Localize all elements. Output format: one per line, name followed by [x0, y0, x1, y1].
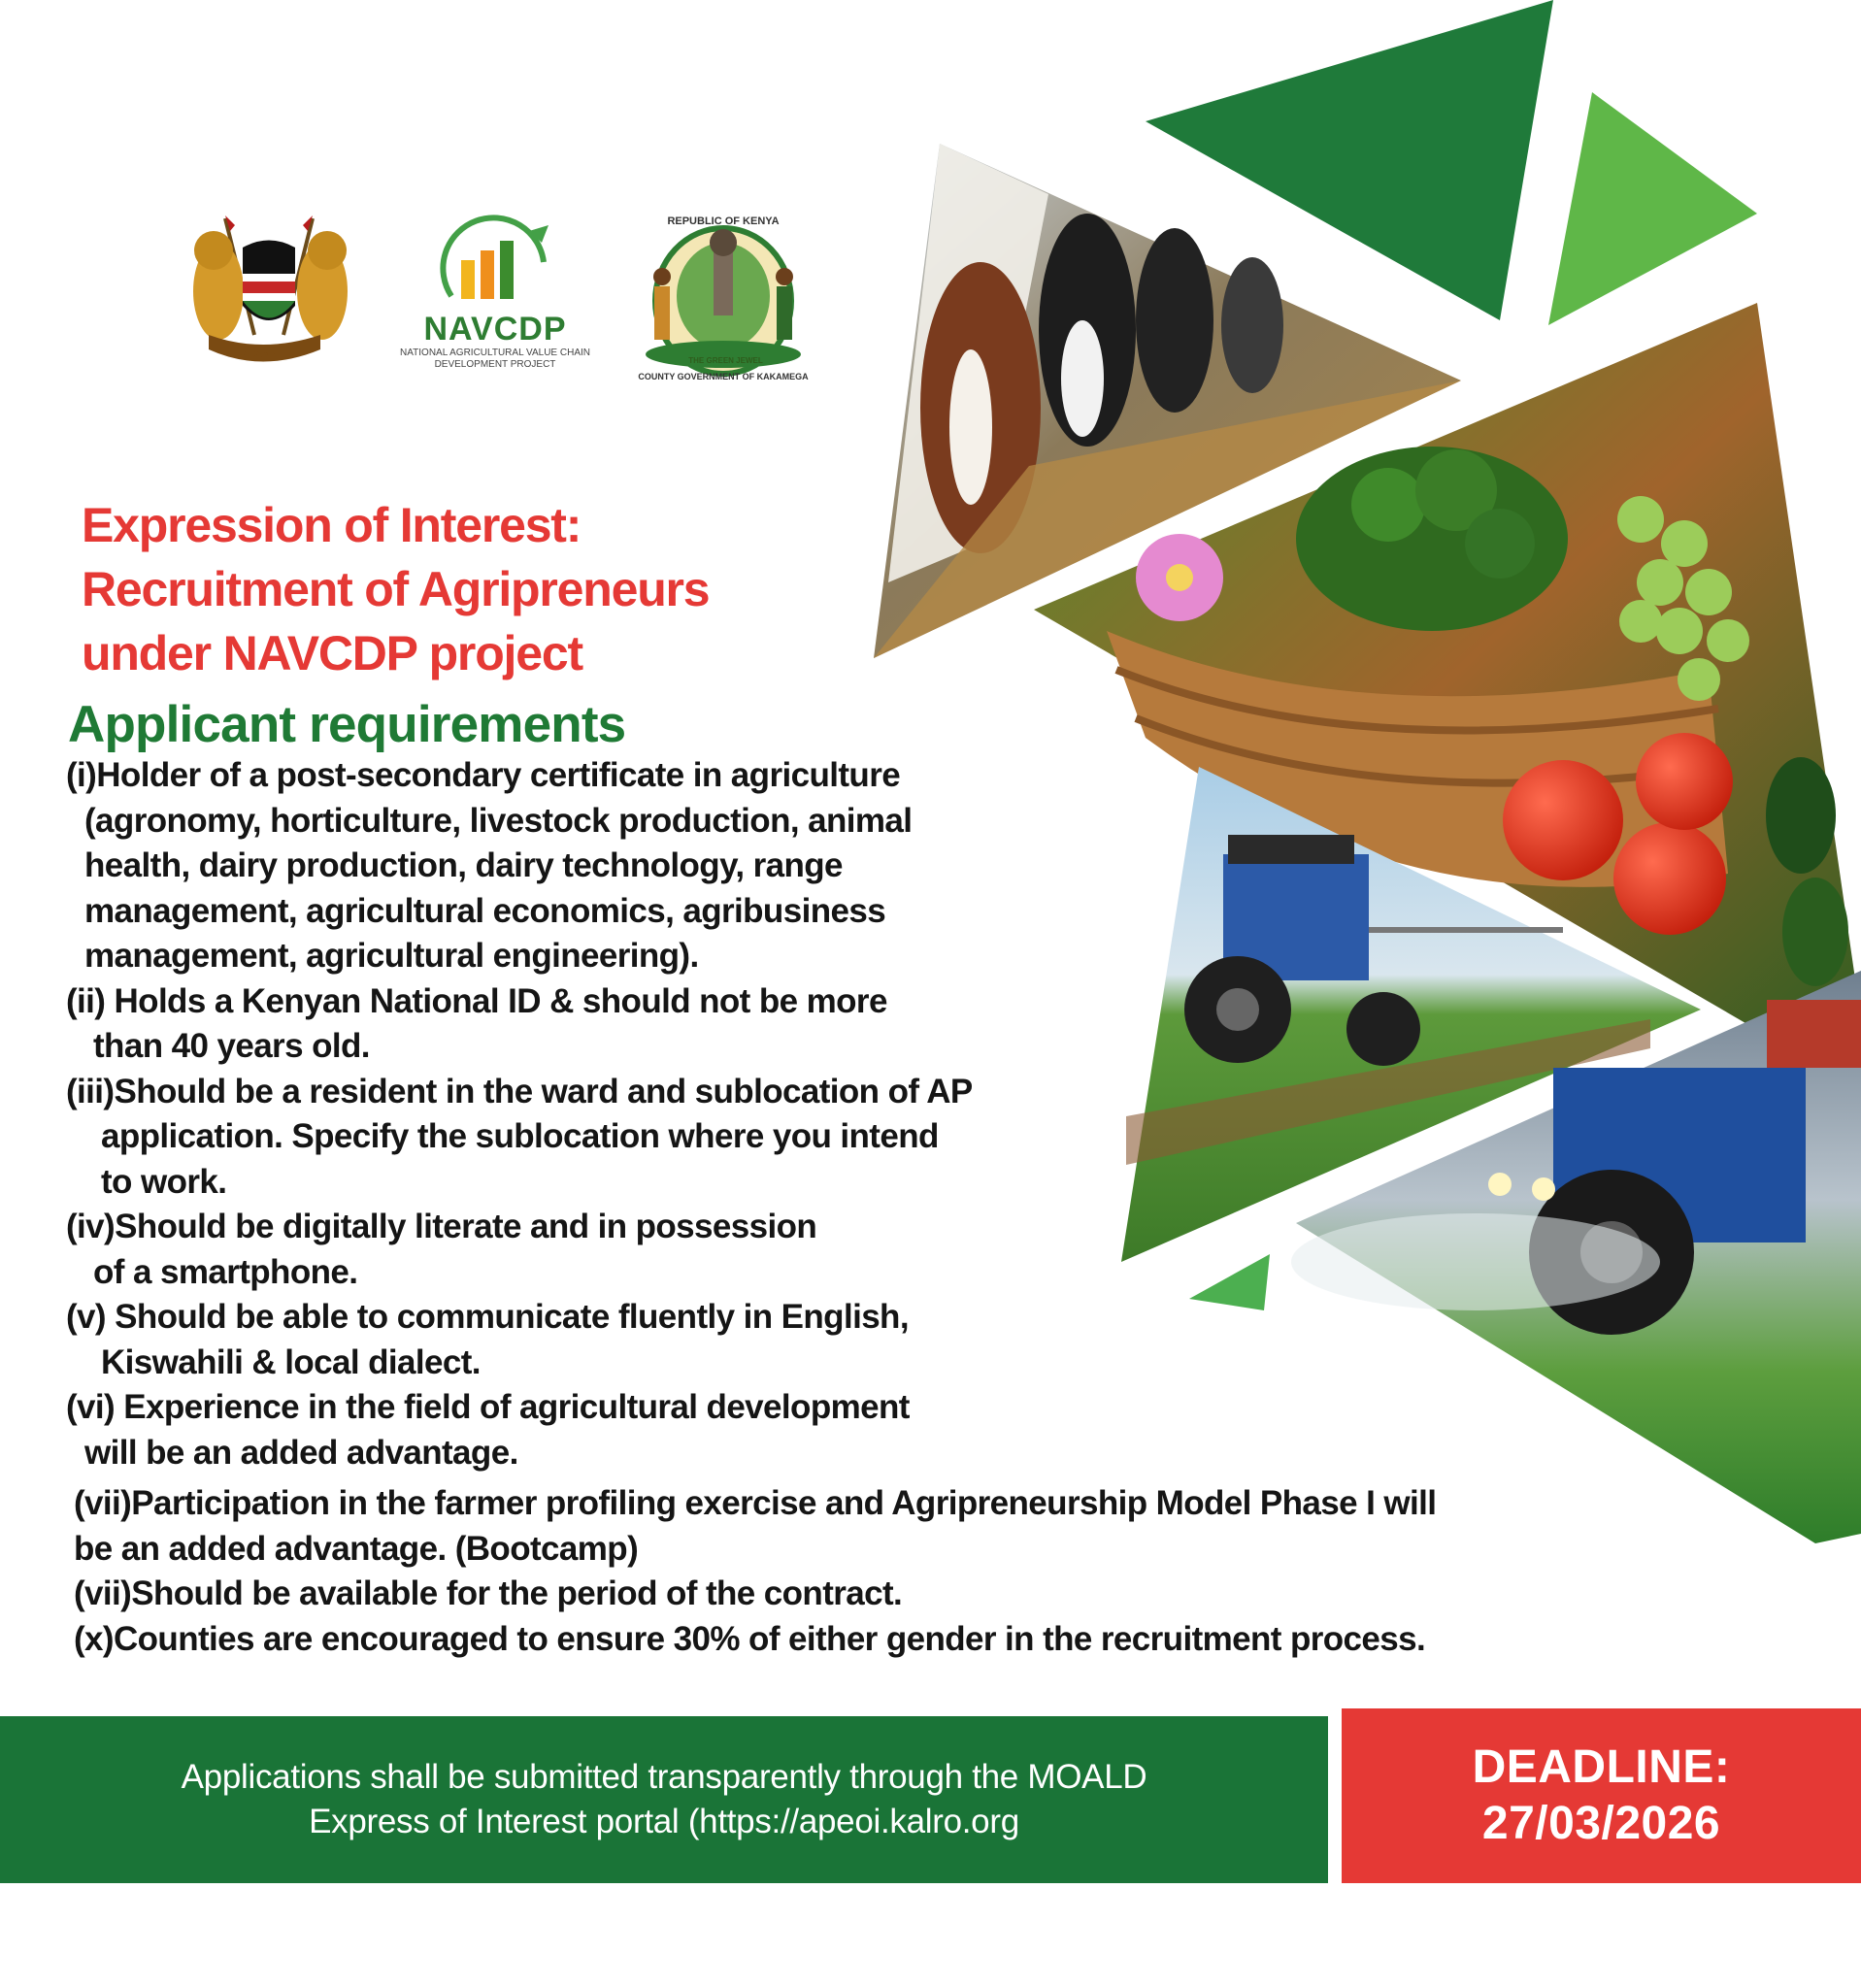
requirement-line: of a smartphone. — [93, 1252, 358, 1291]
requirement-line: (vi) Experience in the field of agricultural development — [66, 1388, 910, 1426]
kakamega-county-seal-icon — [646, 228, 801, 374]
submission-note-line-2: Express of Interest portal (https://apeoi.kalro.org — [309, 1803, 1019, 1840]
requirement-line: application. Specify the sublocation where you intend — [101, 1117, 939, 1155]
requirement-line: than 40 years old. — [93, 1027, 370, 1065]
navcdp-logo-icon — [443, 217, 548, 299]
requirement-line: (x)Counties are encouraged to ensure 30% of either gender in the recruitment process. — [74, 1619, 1426, 1658]
requirement-line: (iii)Should be a resident in the ward and sublocation of AP — [66, 1072, 973, 1110]
submission-banner — [0, 1716, 1328, 1883]
title-line-3: under NAVCDP project — [82, 626, 582, 680]
navcdp-logo-name: NAVCDP — [423, 311, 567, 348]
requirement-line: management, agricultural economics, agribusiness — [84, 891, 886, 930]
requirement-line: will be an added advantage. — [84, 1433, 518, 1472]
requirement-line: management, agricultural engineering). — [84, 937, 699, 975]
kakamega-seal-top-text: REPUBLIC OF KENYA — [667, 215, 780, 227]
requirement-line: (vii)Participation in the farmer profiling exercise and Agripreneurship Model Phase I will — [74, 1484, 1437, 1522]
requirement-line: be an added advantage. (Bootcamp) — [74, 1529, 639, 1568]
kenya-coat-of-arms-icon — [193, 215, 348, 362]
requirement-line: to work. — [101, 1162, 227, 1201]
requirement-line: health, dairy production, dairy technology, range — [84, 846, 843, 884]
requirement-line: (iv)Should be digitally literate and in possession — [66, 1208, 817, 1245]
deadline-date: 27/03/2026 — [1481, 1798, 1721, 1849]
title-line-2: Recruitment of Agripreneurs — [82, 562, 710, 616]
coat-of-arms-motto: HARAMBEE — [236, 349, 287, 359]
kakamega-seal-motto: THE GREEN JEWEL — [688, 356, 763, 365]
deadline-label: DEADLINE: — [1472, 1741, 1731, 1793]
requirements-list — [66, 753, 1716, 1662]
requirement-line: (ii) Holds a Kenyan National ID & should not be more — [66, 981, 887, 1020]
requirement-line: (vii)Should be available for the period of the contract. — [74, 1574, 903, 1612]
navcdp-logo-subtitle: NATIONAL AGRICULTURAL VALUE CHAIN DEVELOPMENT PROJECT — [400, 348, 590, 370]
light-green-triangle — [1548, 92, 1757, 325]
kakamega-seal-bottom-text: COUNTY GOVERNMENT OF KAKAMEGA — [638, 372, 809, 381]
requirement-line: (i)Holder of a post-secondary certificate in agriculture — [66, 756, 901, 794]
requirement-line: (agronomy, horticulture, livestock production, animal — [84, 801, 913, 840]
requirement-line: Kiswahili & local dialect. — [101, 1342, 481, 1381]
page-title — [82, 493, 858, 685]
footer-divider — [1328, 1708, 1342, 1891]
submission-note-line-1: Applications shall be submitted transparently through the MOALD — [181, 1758, 1147, 1796]
requirements-heading: Applicant requirements — [68, 696, 626, 753]
requirement-line: (v) Should be able to communicate fluently in English, — [66, 1298, 909, 1336]
title-line-1: Expression of Interest: — [82, 498, 582, 552]
deadline-banner — [1342, 1708, 1861, 1883]
submission-note — [33, 1755, 1295, 1844]
